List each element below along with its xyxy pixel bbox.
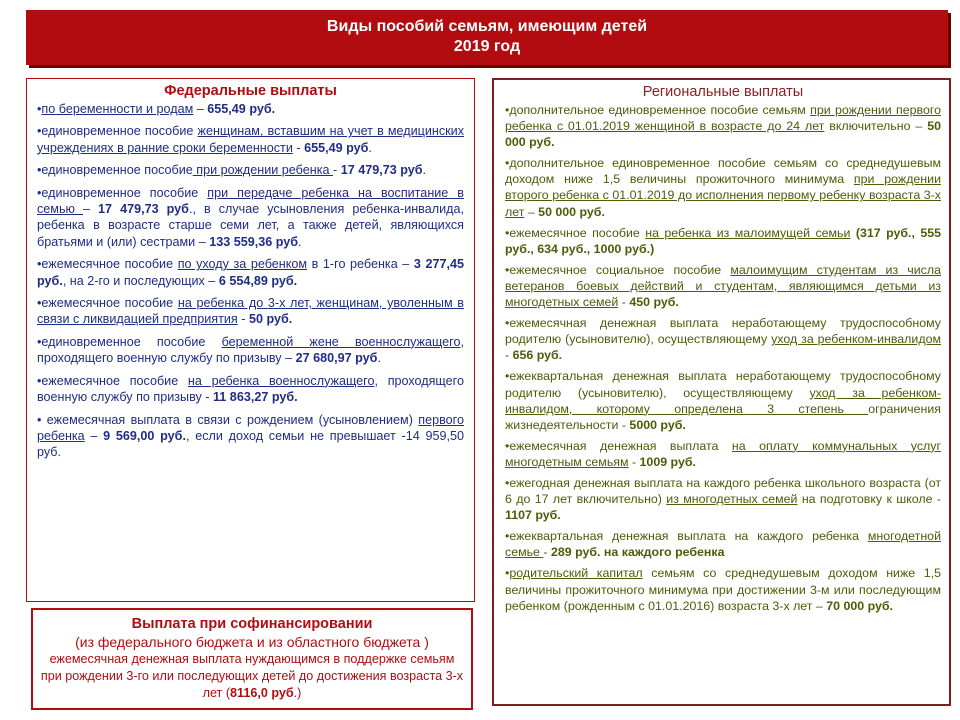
regional-payment-item [505,438,941,470]
regional-payment-item [505,528,941,560]
page-title-banner [26,10,948,65]
cofinancing-subtitle: (из федерального бюджета и из областного бюджета ) [75,634,429,650]
regional-payment-item [505,102,941,150]
cofinancing-text-prefix: ежемесячная денежная выплата нуждающимся в поддержке семьям при рождении 3-го или последующих детей до достижения возраста 3-х лет ( [40,652,464,700]
amount: (317 руб., 555 руб., 634 руб., 1000 руб.) [505,225,941,256]
text-segment: в 1-го ребенка – [307,257,414,272]
underlined-phrase: по беременности и родам [41,102,194,116]
amount: 9 569,00 руб. [103,428,186,443]
amount: 655,49 руб [304,140,369,155]
text-segment: • ежемесячная выплата в связи с рождением (усыновлением) [37,412,419,427]
amount: 17 479,73 руб [98,202,189,217]
federal-payment-item [37,162,464,178]
text-segment: •дополнительное единовременное пособие семьям со среднедушевым доходом ниже 1,5 величины прожиточного минимума [505,156,941,187]
underlined-phrase: при передаче ребенка на воспитание в семью [37,185,464,217]
cofinancing-panel [31,608,473,710]
text-segment: •ежемесячное пособие [37,373,188,388]
text-segment: – [524,204,539,219]
amount: 1009 руб. [639,454,696,469]
text-segment: - [333,163,341,178]
text-segment: на подготовку к школе - [797,492,941,507]
text-segment: - [618,295,630,310]
federal-payment-item [37,185,464,251]
regional-payments-title: Региональные выплаты [642,84,804,100]
underlined-phrase: при рождении ребенка [192,163,333,178]
text-segment: , если доход семьи не превышает -14 959,50 руб. [37,428,464,460]
text-segment: – [84,428,104,443]
underlined-phrase: родительский капитал [509,566,643,581]
amount: 50 000 руб. [538,204,605,219]
regional-payment-item [505,475,941,523]
text-segment: – [193,102,208,116]
amount: 450 руб. [629,295,679,310]
cofinancing-text [39,651,465,702]
regional-payment-item [505,225,941,257]
text-segment: •ежемесячное социальное пособие [505,262,731,277]
text-segment: •ежемесячное пособие [505,225,646,240]
text-segment: семьям со среднедушевым доходом ниже 1,5 величины прожиточного минимума при достижении 3-м или последующим ребенком (рожденным с 01.01.2016) возраста 3-х лет – [505,566,941,613]
federal-payment-item [37,334,464,367]
federal-payment-item [37,412,464,461]
amount: 133 559,36 руб [209,234,299,249]
underlined-phrase: на ребенка до 3-х лет, женщинам, уволенным в связи с ликвидацией предприятия [37,296,464,327]
text-segment: , проходящего военную службу по призыву - [37,373,464,405]
regional-payment-item [505,565,941,613]
underlined-phrase: при рождении второго ребенка с 01.01.2019 до исполнения первому ребенку возраста 3-х лет [505,172,941,219]
text-segment: ограничения жизнедеятельности - [505,401,941,432]
text-segment: – [83,202,99,217]
underlined-phrase: уход за ребенком-инвалидом [771,332,941,347]
federal-payment-item [37,123,464,156]
amount: 289 руб. на каждого ребенка [550,545,725,560]
text-segment: •ежеквартальная денежная выплата на каждого ребенка [505,529,868,544]
federal-payment-item [37,256,464,289]
amount: 6 554,89 руб. [218,273,298,288]
underlined-phrase: уход за ребенком-инвалидом, которому определена 3 степень [505,385,941,416]
amount: 27 680,97 руб [295,351,378,366]
amount: 70 000 руб. [826,598,893,613]
text-segment: •ежемесячное пособие [37,257,178,272]
federal-payments-list [37,101,464,461]
text-segment: - [543,545,551,560]
federal-payments-panel [26,78,475,602]
underlined-phrase: беременной жене военнослужащего [221,334,461,349]
amount: 11 863,27 руб. [213,390,298,405]
regional-payment-item [505,368,941,432]
text-segment: - [505,348,513,363]
regional-payment-item [505,155,941,219]
federal-payments-title: Федеральные выплаты [164,83,337,99]
underlined-phrase: первого ребенка [37,412,464,443]
text-segment: •ежемесячная денежная выплата [505,438,732,453]
amount: 50 руб. [248,312,293,327]
amount: 50 000 руб. [505,119,941,150]
text-segment: включительно – [824,119,928,134]
underlined-phrase: на оплату коммунальных услуг многодетным семьям [505,438,942,469]
federal-payment-item [37,101,464,117]
underlined-phrase: при рождении первого ребенка с 01.01.2019 женщиной в возрасте до 24 лет [505,103,941,134]
text-segment: •единовременное пособие [37,124,198,139]
text-segment: •ежеквартальная денежная выплата неработающему трудоспособному родителю (усыновителю), осуществляющему [505,369,941,400]
amount: 656 руб. [512,348,563,363]
cofinancing-amount: 8116,0 руб [230,686,294,700]
regional-payments-panel [492,78,951,706]
underlined-phrase: многодетной семье [505,529,941,560]
regional-payments-list [505,102,941,614]
text-segment: . [422,163,427,178]
text-segment: . [298,234,302,249]
cofinancing-text-suffix: .) [293,686,302,700]
regional-payment-item [505,262,941,310]
text-segment: - [292,140,305,155]
text-segment: •ежемесячная денежная выплата неработающему трудоспособному родителю (усыновителю), осуществляющему [505,316,941,347]
text-segment: . [368,140,372,155]
text-segment: - [628,454,640,469]
text-segment: ., в случае усыновления ребенка-инвалида, ребенка в возрасте старше семи лет, а также детей, являющихся братьями и (или) сестрами – [37,202,464,249]
regional-payment-item [505,315,941,363]
amount: 1107 руб. [505,508,561,523]
underlined-phrase: малоимущим студентам из числа ветеранов боевых действий и студентам, являющимся детьми из многодетных семей [505,262,941,310]
underlined-phrase: женщинам, вставшим на учет в медицинских учреждениях в ранние сроки беременности [37,124,464,155]
text-segment: , на 2-го и последующих – [62,273,219,288]
text-segment: • [37,102,42,116]
underlined-phrase: на ребенка военнослужащего [187,373,375,388]
page-year: 2019 год [453,38,521,55]
text-segment: •единовременное пособие [37,185,208,200]
amount: 655,49 руб. [207,102,276,116]
amount: 3 277,45 руб. [37,257,464,288]
amount: 17 479,73 руб [340,163,423,178]
amount: 5000 руб. [629,417,686,432]
text-segment: •единовременное пособие [37,334,222,349]
federal-payment-item [37,295,464,328]
text-segment: . [377,351,381,366]
text-segment: , проходящего военную службу по призыву – [37,334,464,366]
page-title: Виды пособий семьям, имеющим детей [326,18,648,35]
federal-payment-item [37,373,464,406]
cofinancing-title: Выплата при софинансировании [131,616,373,632]
text-segment: •дополнительное единовременное пособие семьям [505,103,811,117]
underlined-phrase: из многодетных семей [666,492,798,507]
text-segment: •единовременное пособие [37,163,193,178]
underlined-phrase: на ребенка из малоимущей семьи [645,225,851,240]
text-segment: - [237,312,249,327]
text-segment: •ежемесячное пособие [37,296,178,311]
underlined-phrase: по уходу за ребенком [177,257,308,272]
text-segment: •ежегодная денежная выплата на каждого ребенка школьного возраста (от 6 до 17 лет включительно) [505,475,941,507]
text-segment: • [505,566,510,581]
